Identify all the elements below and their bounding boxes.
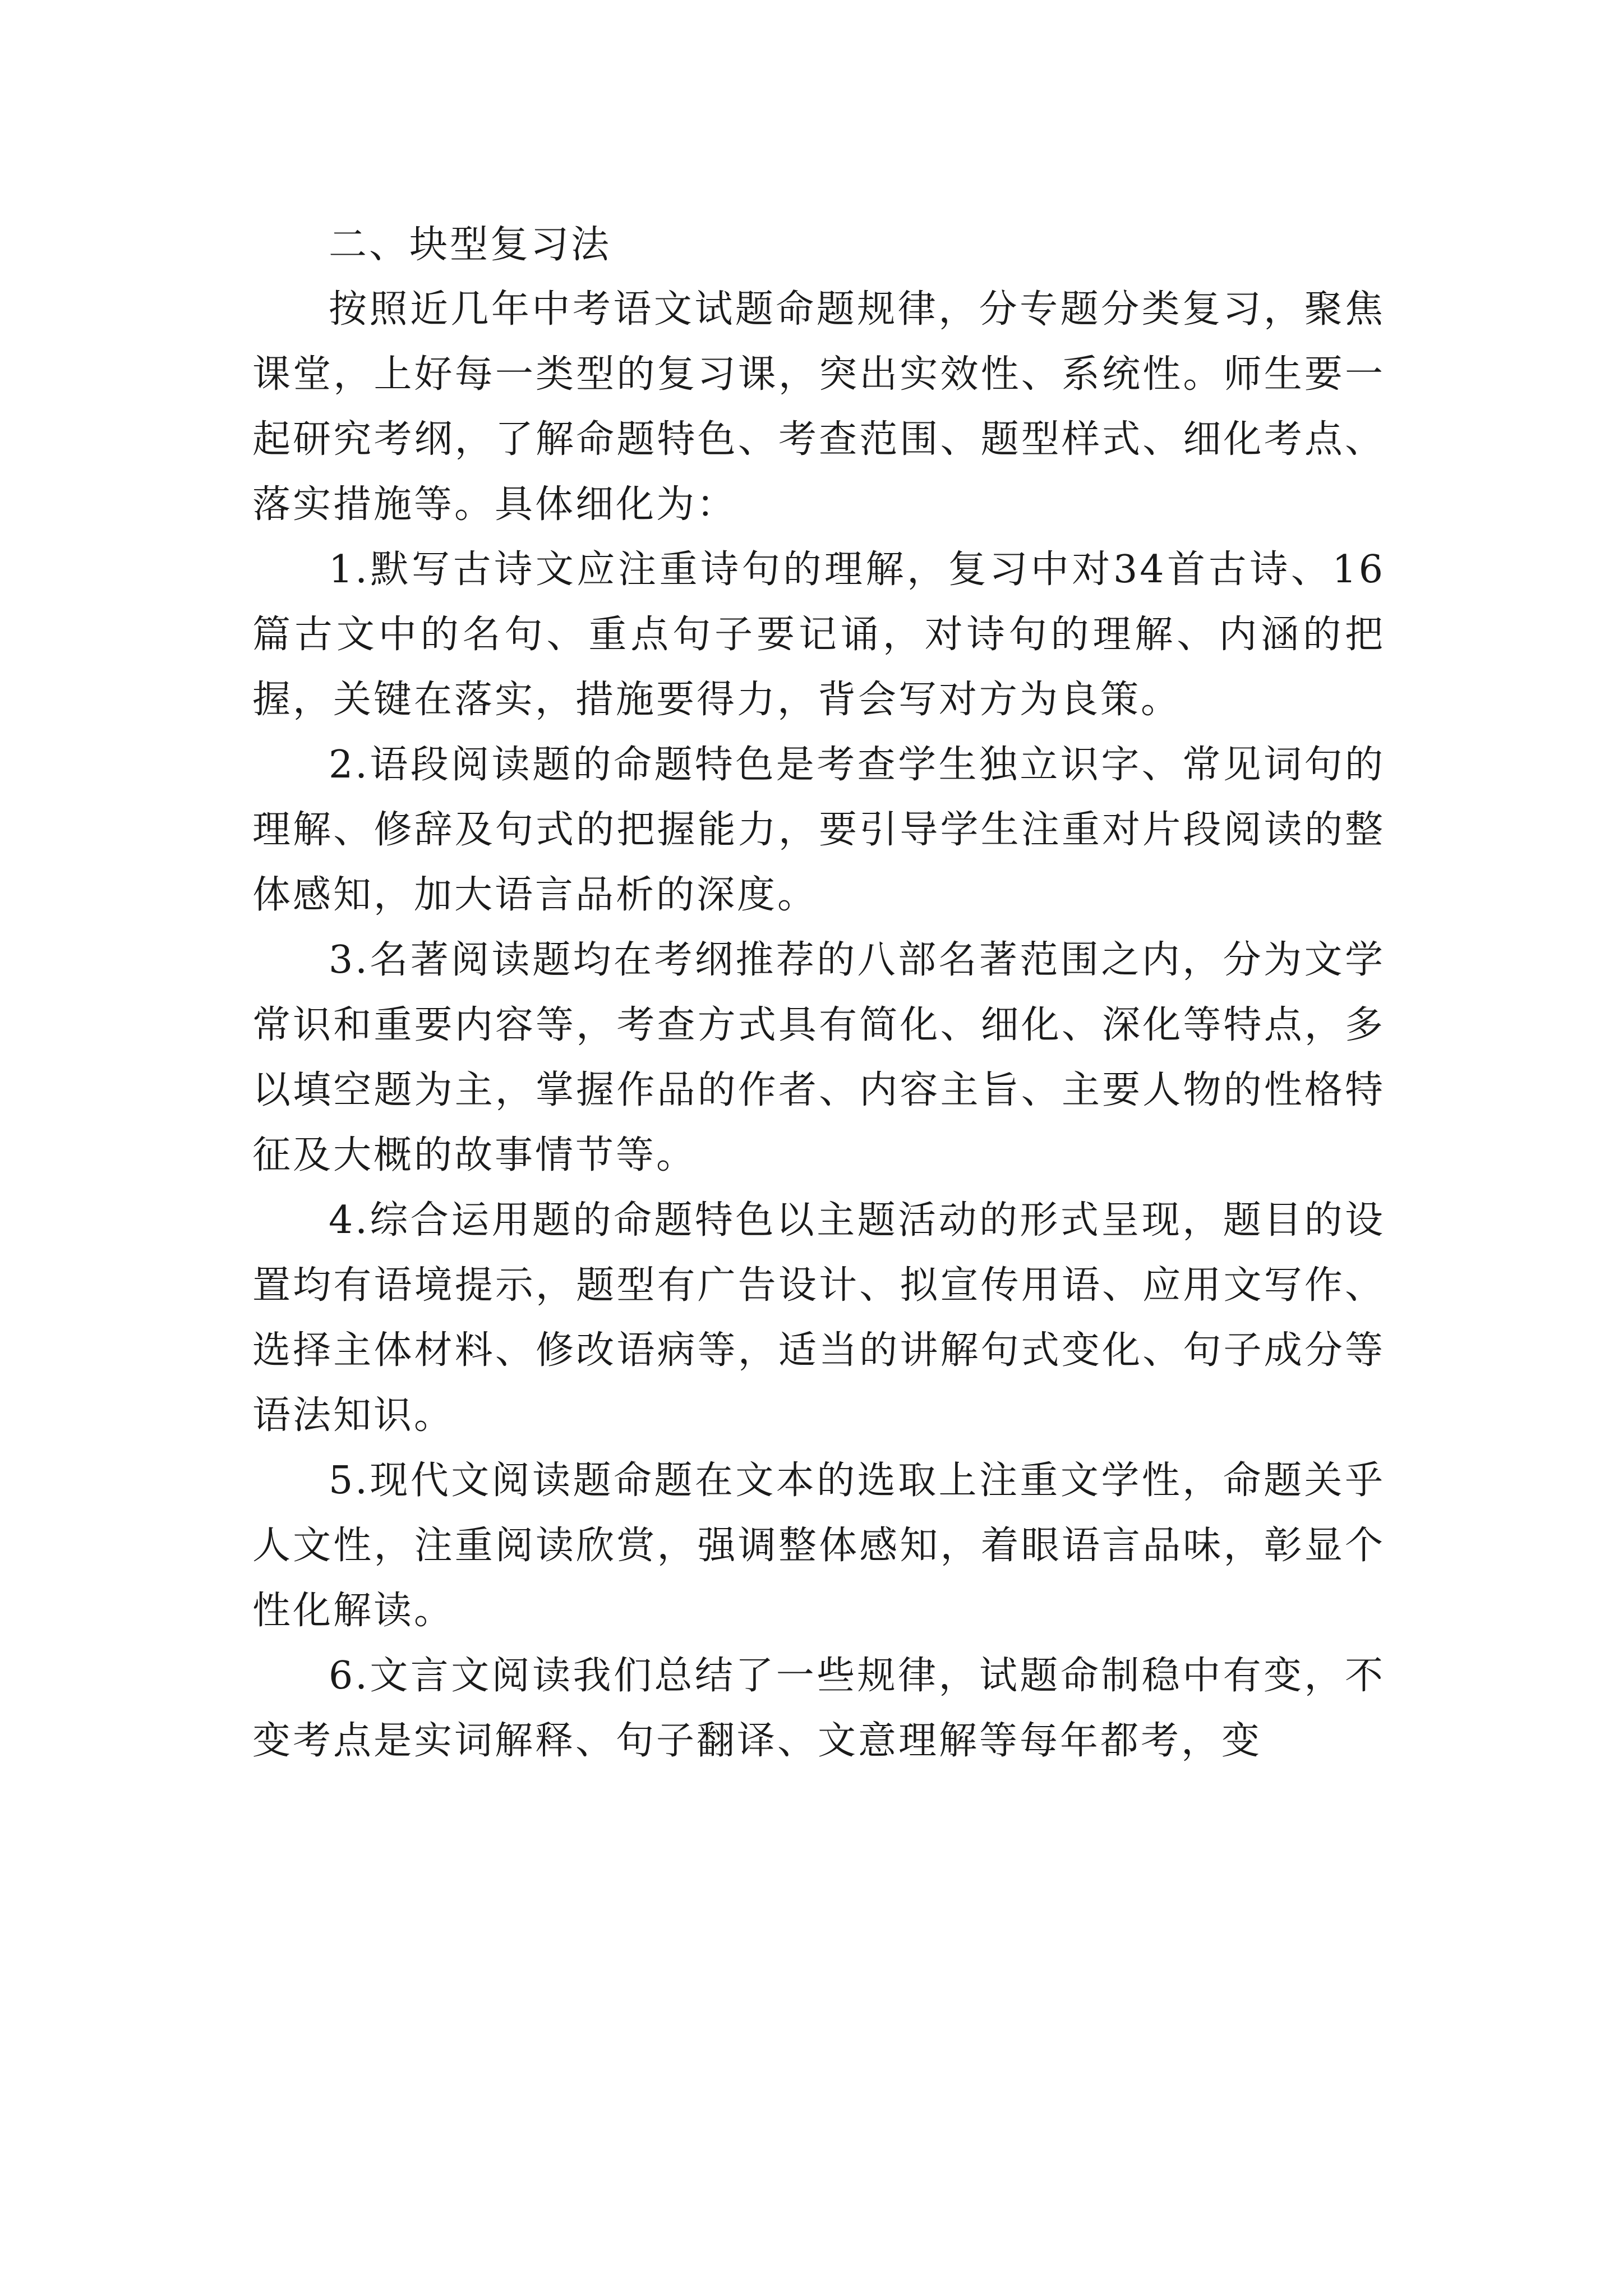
paragraph-text: 默写古诗文应注重诗句的理解，复习中对34首古诗、16篇古文中的名句、重点句子要记诵，对诗句的理解、内涵的把握，关键在落实，措施要得力，背会写对方为良策。 — [252, 547, 1385, 722]
paragraph-text: 名著阅读题均在考纲推荐的八部名著范围之内，分为文学常识和重要内容等，考查方式具有简化、细化、深化等特点，多以填空题为主，掌握作品的作者、内容主旨、主要人物的性格特征及大概的故事情节等。 — [252, 938, 1385, 1177]
paragraph-number: 3. — [329, 938, 370, 982]
paragraph-number: 4. — [329, 1198, 370, 1243]
paragraph-text: 文言文阅读我们总结了一些规律，试题命制稳中有变，不变考点是实词解释、句子翻译、文意理解等每年都考，变 — [252, 1654, 1385, 1763]
paragraph-text: 现代文阅读题命题在文本的选取上注重文学性，命题关乎人文性，注重阅读欣赏，强调整体感知，着眼语言品味，彰显个性化解读。 — [252, 1458, 1385, 1633]
paragraph-number: 1. — [329, 547, 370, 592]
paragraph-text: 综合运用题的命题特色以主题活动的形式呈现，题目的设置均有语境提示，题型有广告设计、拟宣传用语、应用文写作、选择主体材料、修改语病等，适当的讲解句式变化、句子成分等语法知识。 — [252, 1198, 1385, 1438]
paragraph-item-2 — [252, 733, 1385, 928]
paragraph-item-4 — [252, 1188, 1385, 1448]
paragraph-text: 按照近几年中考语文试题命题规律，分专题分类复习，聚焦课堂，上好每一类型的复习课，突出实效性、系统性。师生要一起研究考纲，了解命题特色、考查范围、题型样式、细化考点、落实措施等。具体细化为： — [252, 287, 1385, 527]
paragraph-intro — [252, 277, 1385, 537]
paragraph-item-3 — [252, 928, 1385, 1188]
paragraph-text: 语段阅读题的命题特色是考查学生独立识字、常见词句的理解、修辞及句式的把握能力，要引导学生注重对片段阅读的整体感知，加大语言品析的深度。 — [252, 743, 1385, 917]
paragraph-number: 2. — [329, 743, 370, 787]
paragraph-item-1 — [252, 537, 1385, 733]
paragraph-item-5 — [252, 1448, 1385, 1644]
paragraph-number: 6. — [329, 1654, 370, 1698]
paragraph-number: 5. — [329, 1458, 370, 1503]
document-body — [252, 213, 1385, 1774]
section-heading: 二、块型复习法 — [329, 223, 612, 267]
paragraph-item-6 — [252, 1644, 1385, 1774]
